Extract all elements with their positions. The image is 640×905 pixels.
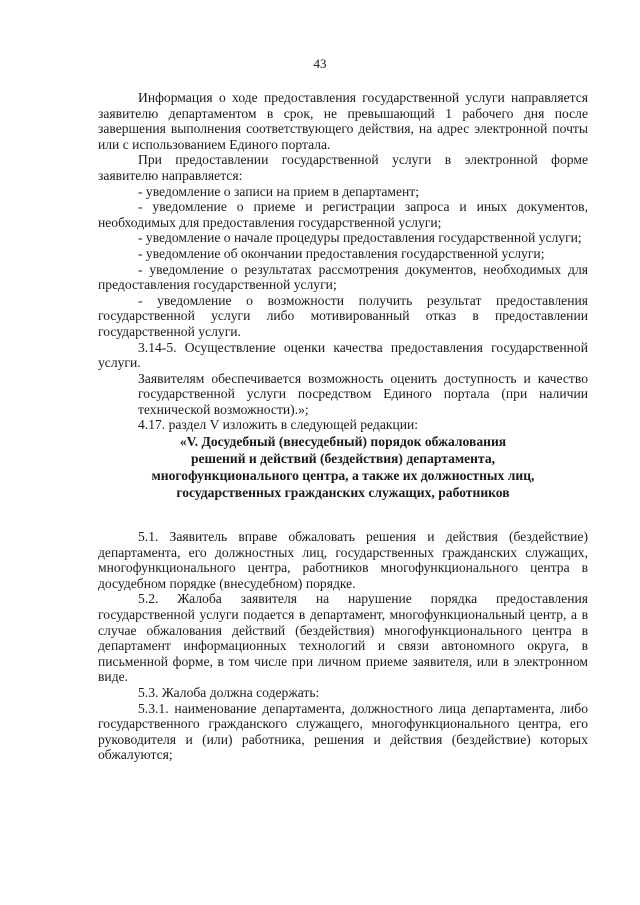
paragraph-info-delivery: Информация о ходе предоставления государственной услуги направляется заявителю департаментом в срок, не превышающий 1 рабочего дня после завершения выполнения соответствующего действия, на адрес электронной почты или с использованием Единого портала. (98, 90, 588, 152)
list-item-completion: - уведомление об окончании предоставления государственной услуги; (138, 245, 545, 261)
page-number: 43 (313, 56, 327, 71)
section-heading-line: решений и действий (бездействия) департамента, (190, 451, 496, 467)
section-heading-line: многофункционального центра, а также их должностных лиц, (151, 468, 535, 484)
paragraph-5-3-1: 5.3.1. наименование департамента, должностного лица департамента, либо государственного гражданского служащего, многофункционального центра, его руководителя и (или) работника, решения и действия (бездействие) которых обжалуются; (98, 700, 588, 763)
section-heading-line: государственных гражданских служащих, работников (176, 485, 510, 501)
paragraph-5-3: 5.3. Жалоба должна содержать: (138, 685, 320, 700)
paragraph-quality-assessment: 3.14-5. Осуществление оценки качества предоставления государственной услуги. (98, 339, 588, 371)
list-item-registration: - уведомление о приеме и регистрации запроса и иных документов, необходимых для предоставления государственной услуги; (98, 199, 588, 230)
section-heading-line: «V. Досудебный (внесудебный) порядок обжалования (179, 434, 507, 450)
paragraph-5-2: 5.2. Жалоба заявителя на нарушение порядка предоставления государственной услуги подается в департамент, многофункциональный центр, а в случае обжалования действий (бездействия) многофункционального центра в департамент информационных технологий и связи автономного округа, в письменной форме, в том числе при личном приеме заявителя, или в электронном виде. (98, 591, 588, 685)
section-heading (98, 433, 588, 501)
list-item-review-results: - уведомление о результатах рассмотрения документов, необходимых для предоставления государственной услуги; (98, 261, 588, 293)
list-item-appointment: - уведомление о записи на прием в департамент; (138, 183, 419, 199)
paragraph-section-v-intro: 4.17. раздел V изложить в следующей редакции: (138, 417, 419, 433)
paragraph-portal-rating: Заявителям обеспечивается возможность оценить доступность и качество государственной услуги посредством Единого портала (при наличии технической возможности).»; (138, 370, 588, 417)
list-item-procedure-start: - уведомление о начале процедуры предоставления государственной услуги; (138, 230, 582, 246)
document-body (98, 90, 588, 763)
paragraph-5-1: 5.1. Заявитель вправе обжаловать решения и действия (бездействие) департамента, его должностных лиц, государственных гражданских служащих, многофункционального центра, работников многофункционального центра в досудебном порядке (внесудебном) порядке. (98, 529, 588, 591)
paragraph-electronic-form: При предоставлении государственной услуги в электронной форме заявителю направляется: (98, 152, 588, 183)
list-item-result-availability: - уведомление о возможности получить результат предоставления государственной услуги либо мотивированный отказ в предоставлении государственной услуги. (98, 292, 588, 339)
